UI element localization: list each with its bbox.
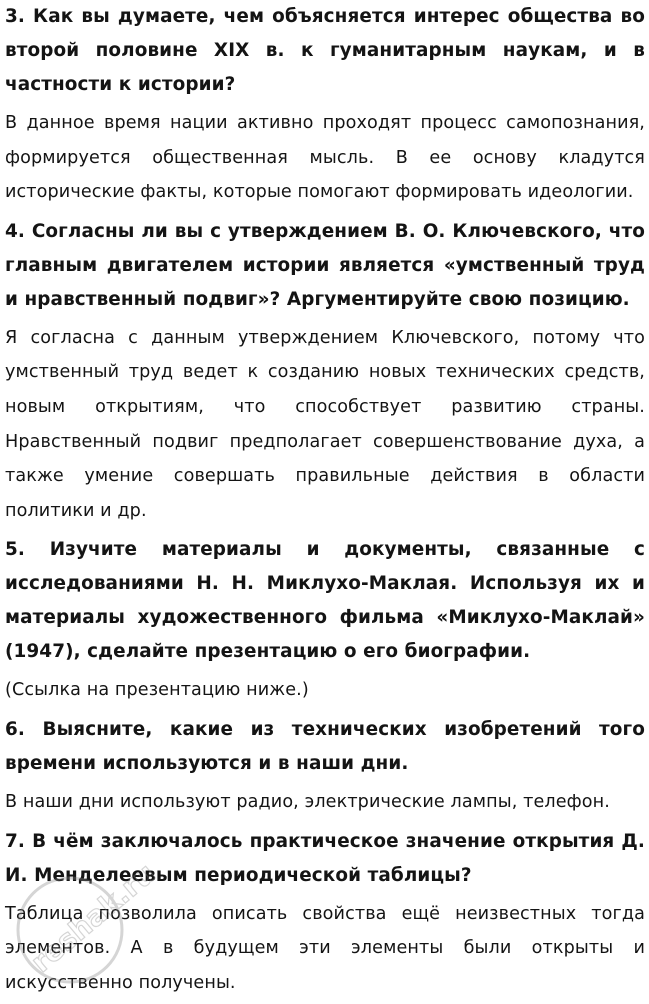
question-3: 3. Как вы думаете, чем объясняется интерес общества во второй половине XIX в. к гуманитарным наукам, и в частности к истории? [5, 6, 645, 95]
item-4 [5, 215, 645, 534]
item-6 [5, 713, 645, 825]
watermark-text: reshak.ru [24, 860, 160, 979]
item-3 [5, 0, 645, 215]
item-5 [5, 533, 645, 713]
answer-6: В наши дни используют радио, электрические лампы, телефон. [5, 791, 610, 812]
question-7: 7. В чём заключалось практическое значение открытия Д. И. Менделеевым периодической таблицы? [5, 830, 645, 886]
document-page [5, 0, 645, 1000]
question-5: 5. Изучите материалы и документы, связанные с исследованиями Н. Н. Миклухо-Маклая. Используя их и материалы художественного фильма «Миклухо-Маклай» (1947), сделайте презентацию о его биографии. [5, 539, 645, 663]
answer-5: (Ссылка на презентацию ниже.) [5, 680, 309, 701]
answer-3: В данное время нации активно проходят процесс самопознания, формируется общественная мысль. В ее основу кладутся исторические факты, которые помогают формировать идеологии. [5, 113, 645, 203]
answer-4: Я согласна с данным утверждением Ключевского, потому что умственный труд ведет к созданию новых технических средств, новым открытиям, что способствует развитию страны. Нравственный подвиг предполагает совершенствование духа, а также умение совершать правильные действия в области политики и др. [5, 327, 645, 521]
item-7 [5, 825, 645, 1001]
question-4: 4. Согласны ли вы с утверждением В. О. Ключевского, что главным двигателем истории является «умственный труд и нравственный подвиг»? Аргументируйте свою позицию. [5, 220, 645, 310]
answer-7: Таблица позволила описать свойства ещё неизвестных тогда элементов. А в будущем эти элементы были открыты и искусственно получены. [5, 903, 645, 993]
question-6: 6. Выясните, какие из технических изобретений того времени используются и в наши дни. [5, 718, 645, 774]
